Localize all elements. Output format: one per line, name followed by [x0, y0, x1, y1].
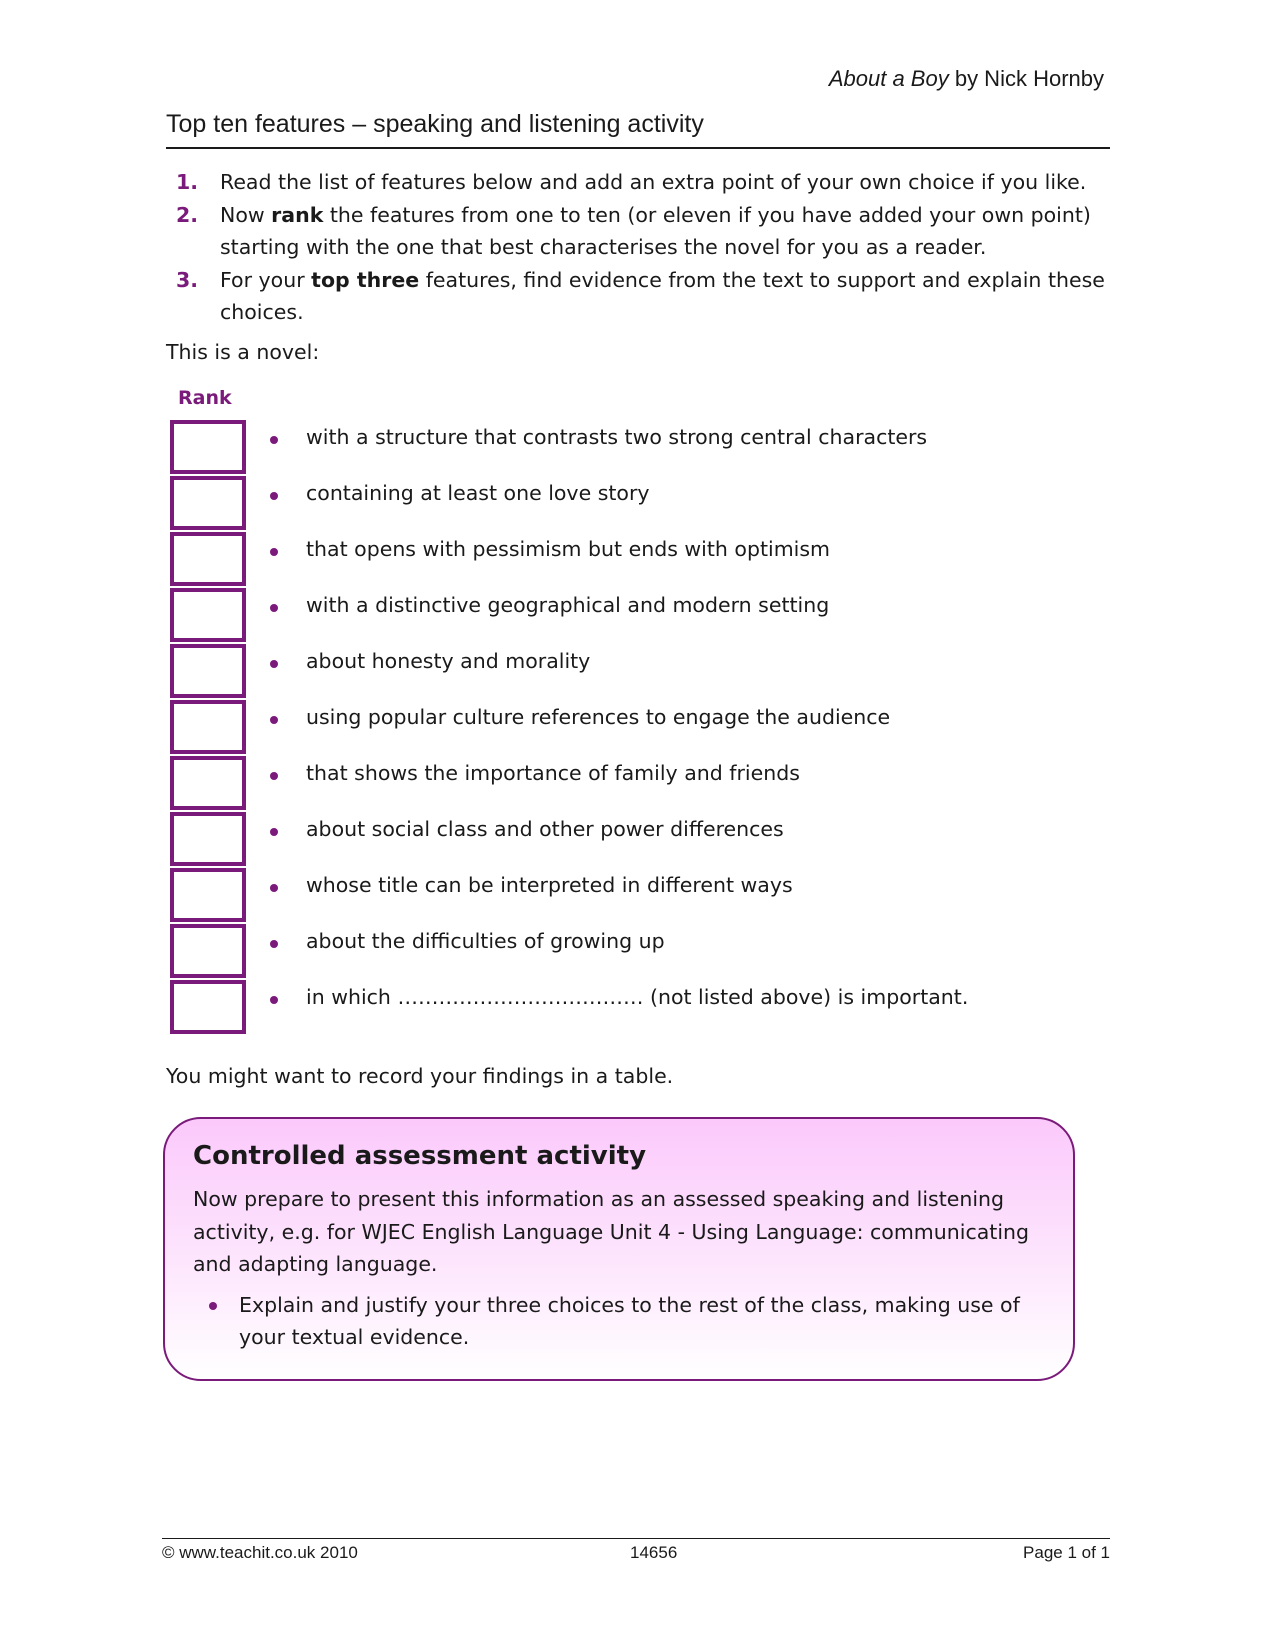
instruction-text: the features from one to ten (or eleven if you have added your own point) starting with the one that best characterises the novel for you as a reader.: [220, 202, 1091, 259]
assessment-panel: [163, 1117, 1075, 1381]
page-title: Top ten features – speaking and listening activity: [166, 110, 1110, 149]
instruction-item: [166, 199, 1110, 264]
feature-text: using popular culture references to engage the audience: [306, 705, 891, 729]
feature-text: that opens with pessimism but ends with optimism: [306, 537, 831, 561]
instruction-emphasis: top three: [311, 267, 420, 292]
feature-text: with a distinctive geographical and modern setting: [306, 593, 830, 617]
rank-box[interactable]: [170, 420, 246, 474]
instruction-text: Read the list of features below and add an extra point of your own choice if you like.: [220, 170, 1087, 194]
instruction-text: features, find evidence from the text to support and explain these choices.: [220, 267, 1105, 324]
feature-text: in which ……………………………… (not listed above) is important.: [306, 985, 969, 1009]
rank-box[interactable]: [170, 924, 246, 978]
feature-list: [166, 418, 1110, 1034]
assessment-bullet-text: Explain and justify your three choices to the rest of the class, making use of your textual evidence.: [239, 1292, 1020, 1349]
assessment-body: Now prepare to present this information as an assessed speaking and listening activity, e.g. for WJEC English Language Unit 4 - Using Language: communicating and adapting language.: [193, 1187, 1030, 1276]
feature-text: whose title can be interpreted in different ways: [306, 873, 793, 897]
document-header: [829, 66, 1104, 92]
feature-row: [166, 978, 1110, 1034]
feature-text: that shows the importance of family and friends: [306, 761, 800, 785]
feature-row: [166, 474, 1110, 530]
feature-row: [166, 866, 1110, 922]
instruction-text: Now: [220, 202, 272, 227]
assessment-bullet-list: [193, 1289, 1045, 1354]
footer-copyright: © www.teachit.co.uk 2010: [162, 1543, 358, 1562]
bullet-icon: [270, 996, 278, 1004]
rank-box[interactable]: [170, 532, 246, 586]
feature-row: [166, 810, 1110, 866]
rank-column-label: Rank: [178, 387, 232, 409]
feature-row: [166, 754, 1110, 810]
bullet-icon: [270, 828, 278, 836]
rank-box[interactable]: [170, 756, 246, 810]
closing-text: You might want to record your findings in a table.: [166, 1064, 674, 1088]
feature-text: about honesty and morality: [306, 649, 591, 673]
footer-page-number: Page 1 of 1: [1023, 1543, 1110, 1562]
bullet-icon: [270, 716, 278, 724]
rank-box[interactable]: [170, 812, 246, 866]
instruction-number: 1.: [176, 170, 199, 194]
feature-row: [166, 698, 1110, 754]
bullet-icon: [270, 660, 278, 668]
bullet-icon: [270, 492, 278, 500]
bullet-icon: [270, 436, 278, 444]
instruction-number: 2.: [176, 202, 199, 227]
book-title: About a Boy: [828, 66, 949, 91]
page-footer: [162, 1538, 1110, 1567]
instruction-text: For your: [220, 267, 312, 292]
assessment-title: Controlled assessment activity: [193, 1141, 647, 1171]
bullet-icon: [270, 884, 278, 892]
rank-box[interactable]: [170, 476, 246, 530]
rank-box[interactable]: [170, 644, 246, 698]
bullet-icon: [270, 940, 278, 948]
rank-box[interactable]: [170, 980, 246, 1034]
feature-row: [166, 530, 1110, 586]
feature-text: containing at least one love story: [306, 481, 650, 505]
instruction-item: [166, 166, 1110, 199]
feature-row: [166, 922, 1110, 978]
feature-text: with a structure that contrasts two strong central characters: [306, 425, 928, 449]
feature-row: [166, 642, 1110, 698]
assessment-bullet: [193, 1289, 1045, 1354]
footer-code: 14656: [630, 1543, 678, 1562]
instruction-number: 3.: [176, 267, 199, 292]
bullet-icon: [270, 604, 278, 612]
intro-text: This is a novel:: [166, 340, 320, 364]
instruction-item: [166, 264, 1110, 329]
feature-text: about social class and other power differences: [306, 817, 784, 841]
instruction-emphasis: rank: [271, 202, 324, 227]
feature-text: about the difficulties of growing up: [306, 929, 665, 953]
rank-box[interactable]: [170, 868, 246, 922]
bullet-icon: [270, 548, 278, 556]
feature-row: [166, 586, 1110, 642]
feature-row: [166, 418, 1110, 474]
rank-box[interactable]: [170, 700, 246, 754]
book-author: by Nick Hornby: [948, 66, 1104, 91]
bullet-icon: [270, 772, 278, 780]
bullet-icon: [209, 1302, 217, 1310]
instructions-list: [166, 166, 1110, 329]
rank-box[interactable]: [170, 588, 246, 642]
